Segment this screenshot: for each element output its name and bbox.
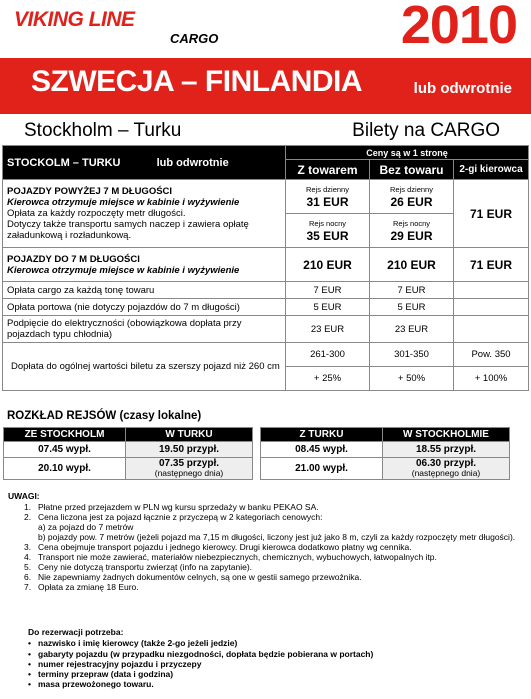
route-banner <box>0 58 531 114</box>
schedule-turku-stockholm <box>260 427 510 480</box>
subtitle-route: Stockholm – Turku <box>24 120 182 141</box>
under7-driver2: 71 EUR <box>454 248 529 282</box>
schedule-arr: 06.30 przypł. <box>415 458 477 469</box>
year-title: 2010 <box>400 0 517 55</box>
fee-with: 23 EUR <box>286 316 370 343</box>
note-item: b) pojazdy pow. 7 metrów (jeżeli pojazd ma 7,15 m długości, liczony jest już jako 8 m, czyli za każdy rozpoczęty metr długości). <box>38 532 516 542</box>
over7-without-day: 26 EUR <box>390 194 433 209</box>
fee-without: 23 EUR <box>370 316 454 343</box>
surcharge-without-pct: + 50% <box>370 367 454 391</box>
fee-row <box>3 316 529 343</box>
bullet-icon: • <box>28 679 31 690</box>
surcharge-with-range: 261-300 <box>286 343 370 367</box>
over7-subtitle: Kierowca otrzymuje miejsce w kabinie i wyżywienie <box>7 197 240 208</box>
schedule-arr: 19.50 przypł. <box>126 442 253 458</box>
bullet-icon: • <box>28 658 31 669</box>
row-under-7m <box>3 248 529 282</box>
note-item: 5. Ceny nie dotyczą transportu zwierząt (info na zapytanie). <box>24 562 253 572</box>
schedule-arr-note: (następnego dnia) <box>411 468 481 478</box>
under7-title: POJAZDY DO 7 M DŁUGOŚCI <box>7 253 140 265</box>
schedule-dep: 08.45 wypł. <box>261 442 383 458</box>
schedule-arr: 18.55 przypł. <box>383 442 510 458</box>
over7-line1: Opłata za każdy rozpoczęty metr długości. <box>7 208 186 219</box>
under7-subtitle: Kierowca otrzymuje miejsce w kabinie i wyżywienie <box>7 264 240 276</box>
schedule-head-from: ZE STOCKHOLM <box>4 428 126 442</box>
surcharge-row <box>3 343 529 367</box>
header-prices-caption: Ceny są w 1 stronę <box>286 146 529 160</box>
price-table <box>2 145 529 391</box>
reservation-title: Do rezerwacji potrzeba: <box>28 627 124 637</box>
bullet-icon: • <box>28 669 31 680</box>
note-item: 3. Cena obejmuje transport pojazdu i jednego kierowcy. Drugi kierowca dodatkowo płatny wg cennika. <box>24 542 412 552</box>
schedule-arr: 07.35 przypł. <box>158 458 220 469</box>
schedule-head-to: W TURKU <box>126 428 253 442</box>
fee-label: Podpięcie do elektryczności (obowiązkowa dopłata przy pojazdach typu chłodnia) <box>3 316 286 343</box>
schedule-row <box>261 442 510 458</box>
header-second-driver: 2-gi kierowca <box>454 160 529 180</box>
row-over-7m <box>3 180 529 214</box>
subtitle-tickets: Bilety na CARGO <box>352 120 500 141</box>
over7-with-day: 31 EUR <box>306 194 349 209</box>
schedule-row <box>261 458 510 480</box>
night-label: Rejs nocny <box>392 218 431 228</box>
fee-row <box>3 299 529 316</box>
surcharge-without-range: 301-350 <box>370 343 454 367</box>
fee-without: 5 EUR <box>370 299 454 316</box>
surcharge-with-pct: + 25% <box>286 367 370 391</box>
over7-line2: Dotyczy także transportu samych naczep i zawiera opłatę załadunkową i rozładunkową. <box>7 219 249 241</box>
header <box>0 0 531 58</box>
price-table-header <box>3 146 529 160</box>
reservation-list <box>28 638 373 689</box>
surcharge-driver2-pct: + 100% <box>454 367 529 391</box>
surcharge-driver2-range: Pow. 350 <box>454 343 529 367</box>
fee-label: Opłata portowa (nie dotyczy pojazdów do 7 m długości) <box>3 299 286 316</box>
header-without-cargo: Bez towaru <box>370 160 454 180</box>
schedule-row <box>4 442 253 458</box>
note-item: 4. Transport nie może zawierać, materiałów niebezpiecznych, chemicznych, wybuchowych, łatwopalnych itp. <box>24 552 437 562</box>
reservation-item: • nazwisko i imię kierowcy (także 2-go jeżeli jedzie) <box>28 638 238 649</box>
fee-row <box>3 282 529 299</box>
banner-direction: lub odwrotnie <box>413 80 512 97</box>
day-label: Rejs dzienny <box>390 184 433 194</box>
reservation-item: • terminy przepraw (data i godzina) <box>28 669 174 680</box>
reservation-section <box>28 627 373 690</box>
schedule-head-from: Z TURKU <box>261 428 383 442</box>
under7-with: 210 EUR <box>286 248 370 282</box>
over7-title: POJAZDY POWYŻEJ 7 M DŁUGOŚCI <box>7 186 173 197</box>
note-item: 2. Cena liczona jest za pojazd łącznie z przyczepą w 2 kategoriach cenowych: <box>24 512 323 522</box>
schedule-dep: 21.00 wypł. <box>261 458 383 480</box>
fee-label: Opłata cargo za każdą tonę towaru <box>3 282 286 299</box>
notes-section <box>8 491 526 592</box>
schedule-dep: 07.45 wypł. <box>4 442 126 458</box>
night-label: Rejs nocny <box>308 218 347 228</box>
fee-with: 5 EUR <box>286 299 370 316</box>
header-route: STOCKOLM – TURKU <box>7 156 121 169</box>
reservation-item: • gabaryty pojazdu (w przypadku niezgodności, dopłata będzie pobierana w portach) <box>28 648 374 659</box>
header-with-cargo: Z towarem <box>286 160 370 180</box>
notes-list <box>8 502 526 592</box>
reservation-item: • numer rejestracyjny pojazdu i przyczepy <box>28 658 202 669</box>
note-item: 1. Płatne przed przejazdem w PLN wg kursu sprzedaży w banku PEKAO SA. <box>24 502 319 512</box>
bullet-icon: • <box>28 638 31 649</box>
schedule-dep: 20.10 wypł. <box>4 458 126 480</box>
schedule-head-to: W STOCKHOLMIE <box>383 428 510 442</box>
note-item: 6. Nie zapewniamy żadnych dokumentów celnych, są one w gestii samego przewoźnika. <box>24 572 362 582</box>
surcharge-label: Dopłata do ogólnej wartości biletu za szerszy pojazd niż 260 cm <box>3 343 286 391</box>
header-direction: lub odwrotnie <box>156 156 229 169</box>
notes-title: UWAGI: <box>8 491 40 501</box>
bullet-icon: • <box>28 648 31 659</box>
note-item: a) za pojazd do 7 metrów <box>38 522 134 532</box>
schedule-row <box>4 458 253 480</box>
over7-without-night: 29 EUR <box>390 228 433 243</box>
brand-logo: VIKING LINE <box>14 8 135 31</box>
day-label: Rejs dzienny <box>306 184 349 194</box>
schedule-title: ROZKŁAD REJSÓW (czasy lokalne) <box>7 410 202 422</box>
fee-with: 7 EUR <box>286 282 370 299</box>
over7-with-night: 35 EUR <box>306 228 349 243</box>
banner-route: SZWECJA – FINLANDIA <box>31 65 363 98</box>
note-item: 7. Opłata za zmianę 18 Euro. <box>24 582 139 592</box>
under7-without: 210 EUR <box>370 248 454 282</box>
reservation-item: • masa przewożonego towaru. <box>28 679 154 690</box>
fee-without: 7 EUR <box>370 282 454 299</box>
over7-driver2: 71 EUR <box>454 180 529 248</box>
brand-sub: CARGO <box>170 31 219 46</box>
schedule-arr-note: (następnego dnia) <box>154 468 224 478</box>
schedule-stockholm-turku <box>3 427 253 480</box>
